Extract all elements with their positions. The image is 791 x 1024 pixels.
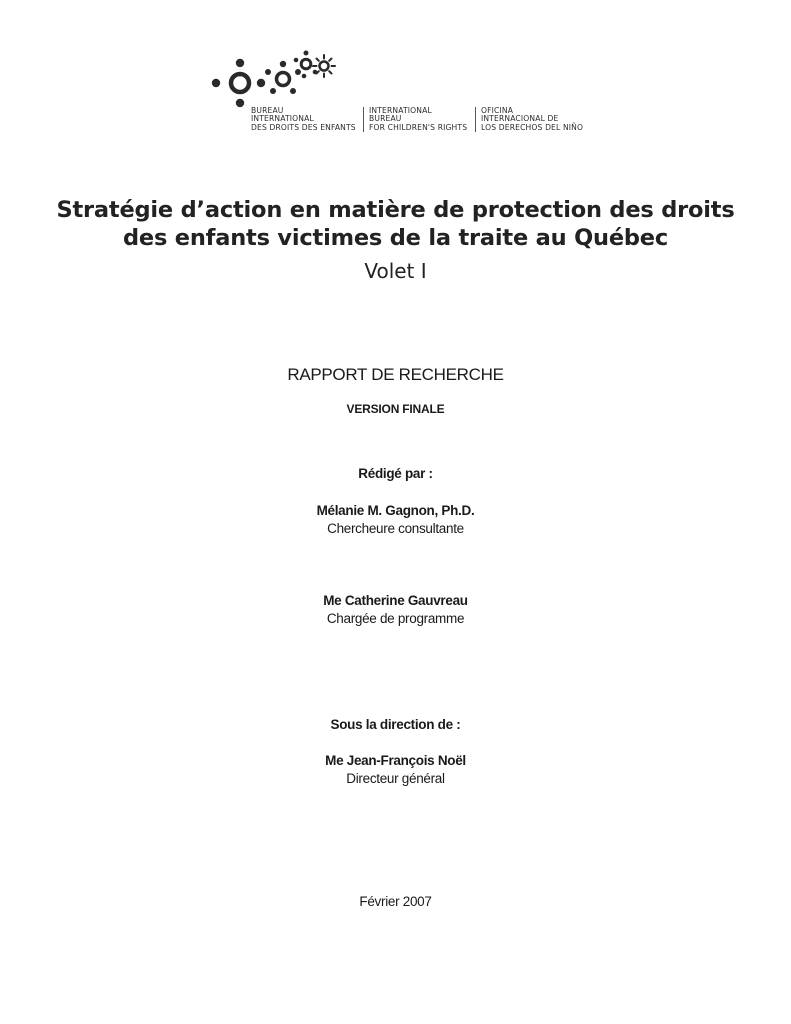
organization-logo — [208, 46, 598, 146]
version-label: VERSION FINALE — [346, 402, 445, 416]
author-name: Me Catherine Gauvreau — [323, 593, 468, 608]
logo-text-line: INTERNATIONAL — [251, 114, 314, 124]
author-role: Chargée de programme — [326, 611, 465, 626]
logo-text-line: DES DROITS DES ENFANTS — [251, 122, 356, 132]
author-name: Mélanie M. Gagnon, Ph.D. — [316, 503, 475, 518]
title-line-1: Stratégie d’action en matière de protection des droits — [56, 197, 735, 223]
title-line-2: des enfants victimes de la traite au Québec — [122, 225, 669, 251]
logo-text-spanish — [475, 107, 597, 132]
logo-text-line: INTERNACIONAL DE — [481, 114, 559, 124]
logo-text-line: BUREAU — [251, 106, 284, 115]
document-title — [0, 196, 791, 252]
authors-heading: Rédigé par : — [358, 466, 433, 481]
author-role: Chercheure consultante — [327, 521, 464, 536]
logo-text-line: BUREAU — [369, 114, 402, 124]
direction-heading: Sous la direction de : — [330, 717, 461, 732]
volume-label: Volet I — [364, 259, 427, 283]
director-role: Directeur général — [346, 771, 445, 786]
logo-text-line: FOR CHILDREN'S RIGHTS — [369, 122, 468, 132]
logo-text-english — [363, 107, 475, 132]
logo-text-line: INTERNATIONAL — [369, 106, 432, 115]
logo-text-line: LOS DERECHOS DEL NIÑO — [481, 122, 584, 132]
logo-text-line: OFICINA — [481, 106, 514, 115]
children-figures-logo-icon — [208, 46, 338, 108]
logo-text-french — [251, 107, 363, 132]
report-type: RAPPORT DE RECHERCHE — [287, 365, 504, 384]
publication-date: Février 2007 — [359, 894, 432, 909]
director-name: Me Jean-François Noël — [325, 753, 466, 768]
